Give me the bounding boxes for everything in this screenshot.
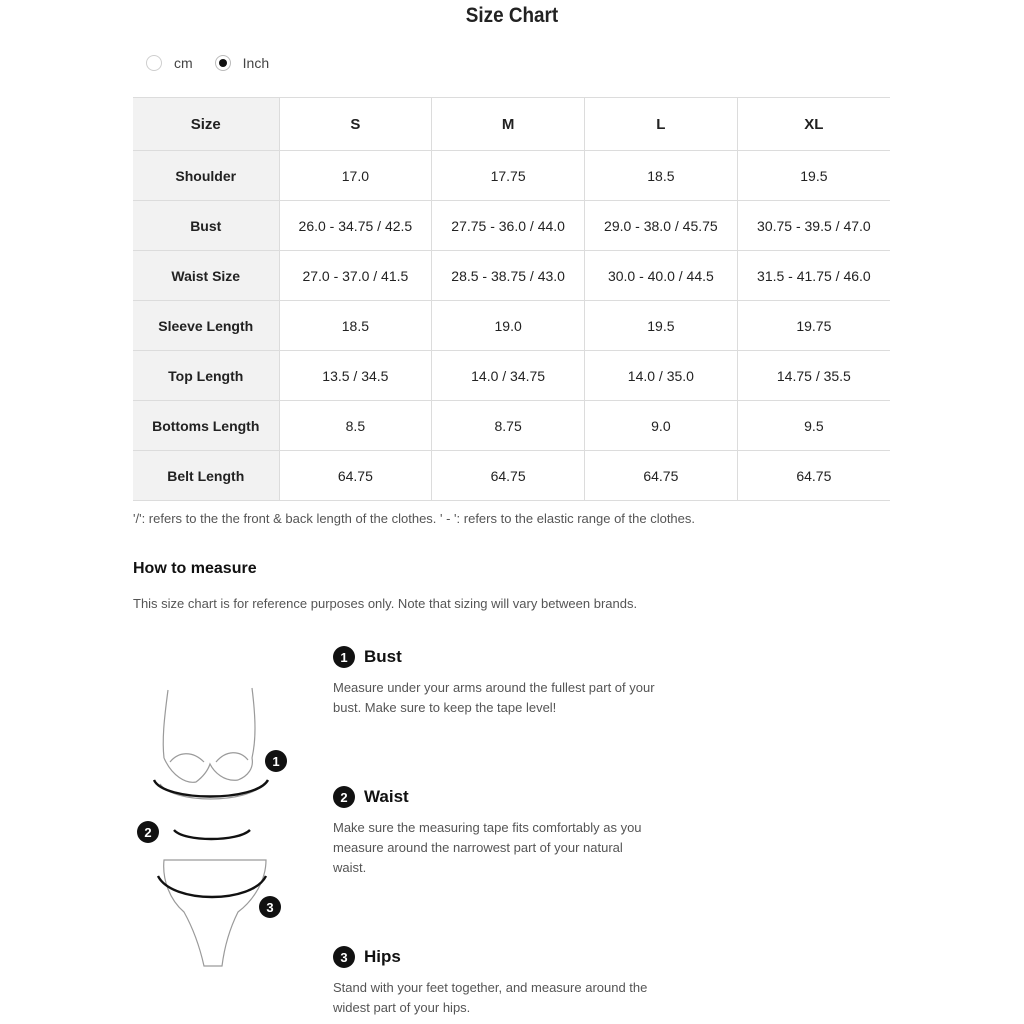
table-row	[133, 301, 890, 351]
step-waist	[333, 786, 673, 878]
figure-marker-3	[259, 896, 281, 918]
figure-marker-1-label: 1	[272, 754, 280, 769]
table-header-row	[133, 98, 890, 151]
unit-label-cm: cm	[174, 55, 193, 71]
size-table	[133, 97, 890, 501]
table-cell: 27.0 - 37.0 / 41.5	[279, 251, 432, 301]
table-cell: 64.75	[432, 451, 585, 501]
row-label: Shoulder	[133, 151, 279, 201]
measurement-figure	[134, 680, 294, 980]
row-label: Top Length	[133, 351, 279, 401]
table-cell: 17.0	[279, 151, 432, 201]
table-cell: 29.0 - 38.0 / 45.75	[585, 201, 738, 251]
table-row	[133, 151, 890, 201]
table-cell: 14.0 / 35.0	[585, 351, 738, 401]
table-cell: 64.75	[585, 451, 738, 501]
table-cell: 64.75	[737, 451, 890, 501]
row-label: Belt Length	[133, 451, 279, 501]
column-header: XL	[737, 98, 890, 151]
column-header: M	[432, 98, 585, 151]
table-cell: 17.75	[432, 151, 585, 201]
column-header: Size	[133, 98, 279, 151]
row-label: Waist Size	[133, 251, 279, 301]
table-cell: 28.5 - 38.75 / 43.0	[432, 251, 585, 301]
table-row	[133, 351, 890, 401]
cm-radio[interactable]	[146, 55, 162, 71]
row-label: Bust	[133, 201, 279, 251]
table-row	[133, 251, 890, 301]
step-bust	[333, 646, 673, 718]
table-row	[133, 401, 890, 451]
table-cell: 8.75	[432, 401, 585, 451]
unit-selector	[146, 55, 291, 71]
table-cell: 31.5 - 41.75 / 46.0	[737, 251, 890, 301]
step-title: Bust	[364, 647, 402, 666]
table-footnote: '/': refers to the the front & back length of the clothes. ' - ': refers to the elastic range of the clothes.	[133, 511, 696, 526]
table-cell: 19.5	[585, 301, 738, 351]
table-cell: 14.75 / 35.5	[737, 351, 890, 401]
row-label: Sleeve Length	[133, 301, 279, 351]
table-cell: 64.75	[279, 451, 432, 501]
table-cell: 14.0 / 34.75	[432, 351, 585, 401]
unit-option-inch[interactable]	[215, 55, 269, 71]
figure-marker-1	[265, 750, 287, 772]
step-description: Measure under your arms around the fullest part of your bust. Make sure to keep the tape level!	[333, 680, 655, 715]
number-3-icon: 3	[333, 946, 355, 968]
figure-marker-2	[137, 821, 159, 843]
table-cell: 9.5	[737, 401, 890, 451]
table-cell: 27.75 - 36.0 / 44.0	[432, 201, 585, 251]
table-cell: 18.5	[585, 151, 738, 201]
step-description: Stand with your feet together, and measure around the widest part of your hips.	[333, 980, 648, 1015]
number-2-icon: 2	[333, 786, 355, 808]
table-cell: 19.75	[737, 301, 890, 351]
column-header: L	[585, 98, 738, 151]
table-cell: 19.0	[432, 301, 585, 351]
table-cell: 30.75 - 39.5 / 47.0	[737, 201, 890, 251]
inch-radio[interactable]	[215, 55, 231, 71]
table-cell: 13.5 / 34.5	[279, 351, 432, 401]
page-title: Size Chart	[465, 4, 559, 27]
figure-marker-2-label: 2	[144, 825, 152, 840]
step-title: Waist	[364, 787, 409, 806]
unit-option-cm[interactable]	[146, 55, 193, 71]
table-cell: 18.5	[279, 301, 432, 351]
how-to-measure-heading: How to measure	[133, 560, 257, 577]
column-header: S	[279, 98, 432, 151]
disclaimer-text: This size chart is for reference purposes only. Note that sizing will vary between brands.	[133, 596, 638, 611]
number-1-icon: 1	[333, 646, 355, 668]
table-cell: 26.0 - 34.75 / 42.5	[279, 201, 432, 251]
step-description: Make sure the measuring tape fits comfortably as you measure around the narrowest part of your natural waist.	[333, 820, 642, 875]
table-cell: 9.0	[585, 401, 738, 451]
figure-marker-3-label: 3	[266, 900, 274, 915]
step-hips	[333, 946, 673, 1018]
step-title: Hips	[364, 947, 401, 966]
table-cell: 8.5	[279, 401, 432, 451]
row-label: Bottoms Length	[133, 401, 279, 451]
table-cell: 30.0 - 40.0 / 44.5	[585, 251, 738, 301]
unit-label-inch: Inch	[242, 55, 270, 71]
table-row	[133, 451, 890, 501]
table-cell: 19.5	[737, 151, 890, 201]
table-row	[133, 201, 890, 251]
